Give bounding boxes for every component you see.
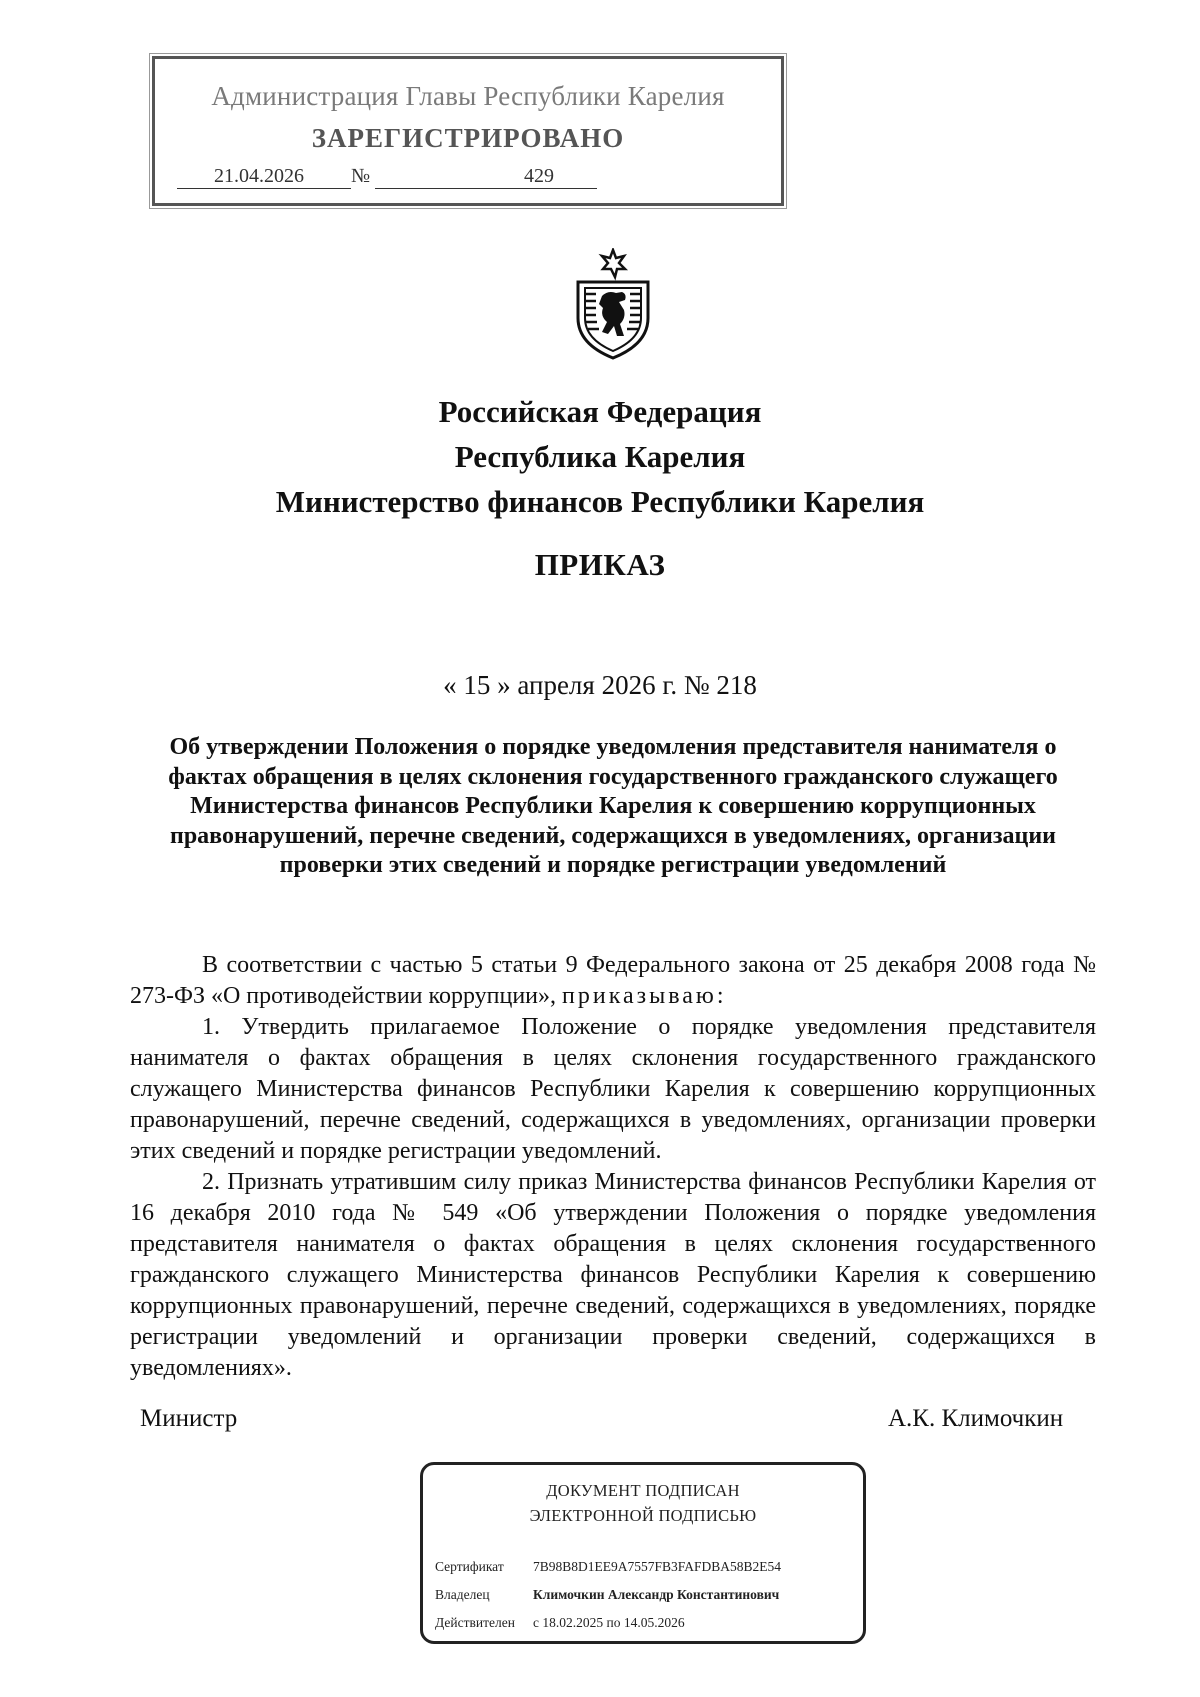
karelia-coat-of-arms-icon [572,248,654,360]
header-ministry: Министерство финансов Республики Карелия [275,484,925,519]
signatory-title: Министр [140,1405,238,1432]
header-federation: Российская Федерация [438,394,762,429]
preamble-order-word: приказываю [562,983,717,1009]
electronic-signature-stamp [420,1462,866,1644]
esig-owner-row [435,1587,855,1603]
registration-date: 21.04.2026 [177,165,351,189]
esig-certificate-label: Сертификат [435,1559,504,1574]
esig-heading-line-1: ДОКУМЕНТ ПОДПИСАН [546,1481,740,1500]
esig-owner-value: Климочкин Александр Константинович [533,1587,780,1602]
esig-validity-label: Действителен [435,1615,515,1630]
order-item-1: 1. Утвердить прилагаемое Положение о порядке уведомления представителя нанимателя о фактах обращения в целях склонения государственного гражданского служащего Министерства финансов Республики Карелия к совершению коррупционных правонарушений, перечне сведений, содержащихся в уведомлениях, организации проверки этих сведений и порядке регистрации уведомлений. [130,1014,1096,1164]
registration-stamp-line [177,165,747,195]
esig-owner-label: Владелец [435,1587,490,1602]
registration-number: 429 [375,165,597,189]
esig-heading-line-2: ЭЛЕКТРОННОЙ ПОДПИСЬЮ [529,1506,757,1525]
esig-certificate-row [435,1559,855,1575]
order-date-number: « 15 » апреля 2026 г. № 218 [443,670,757,700]
signatory-name: А.К. Климочкин [888,1405,1064,1432]
registration-stamp [152,56,784,206]
esig-certificate-value: 7B98B8D1EE9A7557FB3FAFDBA58B2E54 [533,1559,782,1574]
registration-number-sign: № [351,165,371,187]
preamble-text: В соответствии с частью 5 статьи 9 Федерального закона от 25 декабря 2008 года № 273-ФЗ «О противодействии коррупции», [130,952,1096,1009]
registration-stamp-organization: Администрация Главы Республики Карелия [211,81,725,111]
header-republic: Республика Карелия [454,439,746,474]
document-type: ПРИКАЗ [534,547,666,582]
esig-validity-value: с 18.02.2025 по 14.05.2026 [533,1615,685,1630]
order-subject: Об утверждении Положения о порядке уведомления представителя нанимателя о фактах обращения в целях склонения государственного гражданского служащего Министерства финансов Республики Карелия к совершению коррупционных правонарушений, перечне сведений, содержащихся в уведомлениях, организации проверки этих сведений и порядке регистрации уведомлений [168,734,1058,878]
preamble-end: : [716,983,724,1009]
order-body [130,950,1096,1384]
registration-stamp-status: ЗАРЕГИСТРИРОВАНО [311,123,625,153]
order-preamble [130,950,1096,1012]
order-item-2: 2. Признать утратившим силу приказ Министерства финансов Республики Карелия от 16 декабря 2010 года № 549 «Об утверждении Положения о порядке уведомления представителя нанимателя о фактах обращения в целях склонения государственного гражданского служащего Министерства финансов Республики Карелия к совершению коррупционных правонарушений, перечне сведений, содержащихся в уведомлениях, порядке регистрации уведомлений и организации проверки сведений, содержащихся в уведомлениях». [130,1169,1096,1381]
esig-validity-row [435,1615,855,1631]
